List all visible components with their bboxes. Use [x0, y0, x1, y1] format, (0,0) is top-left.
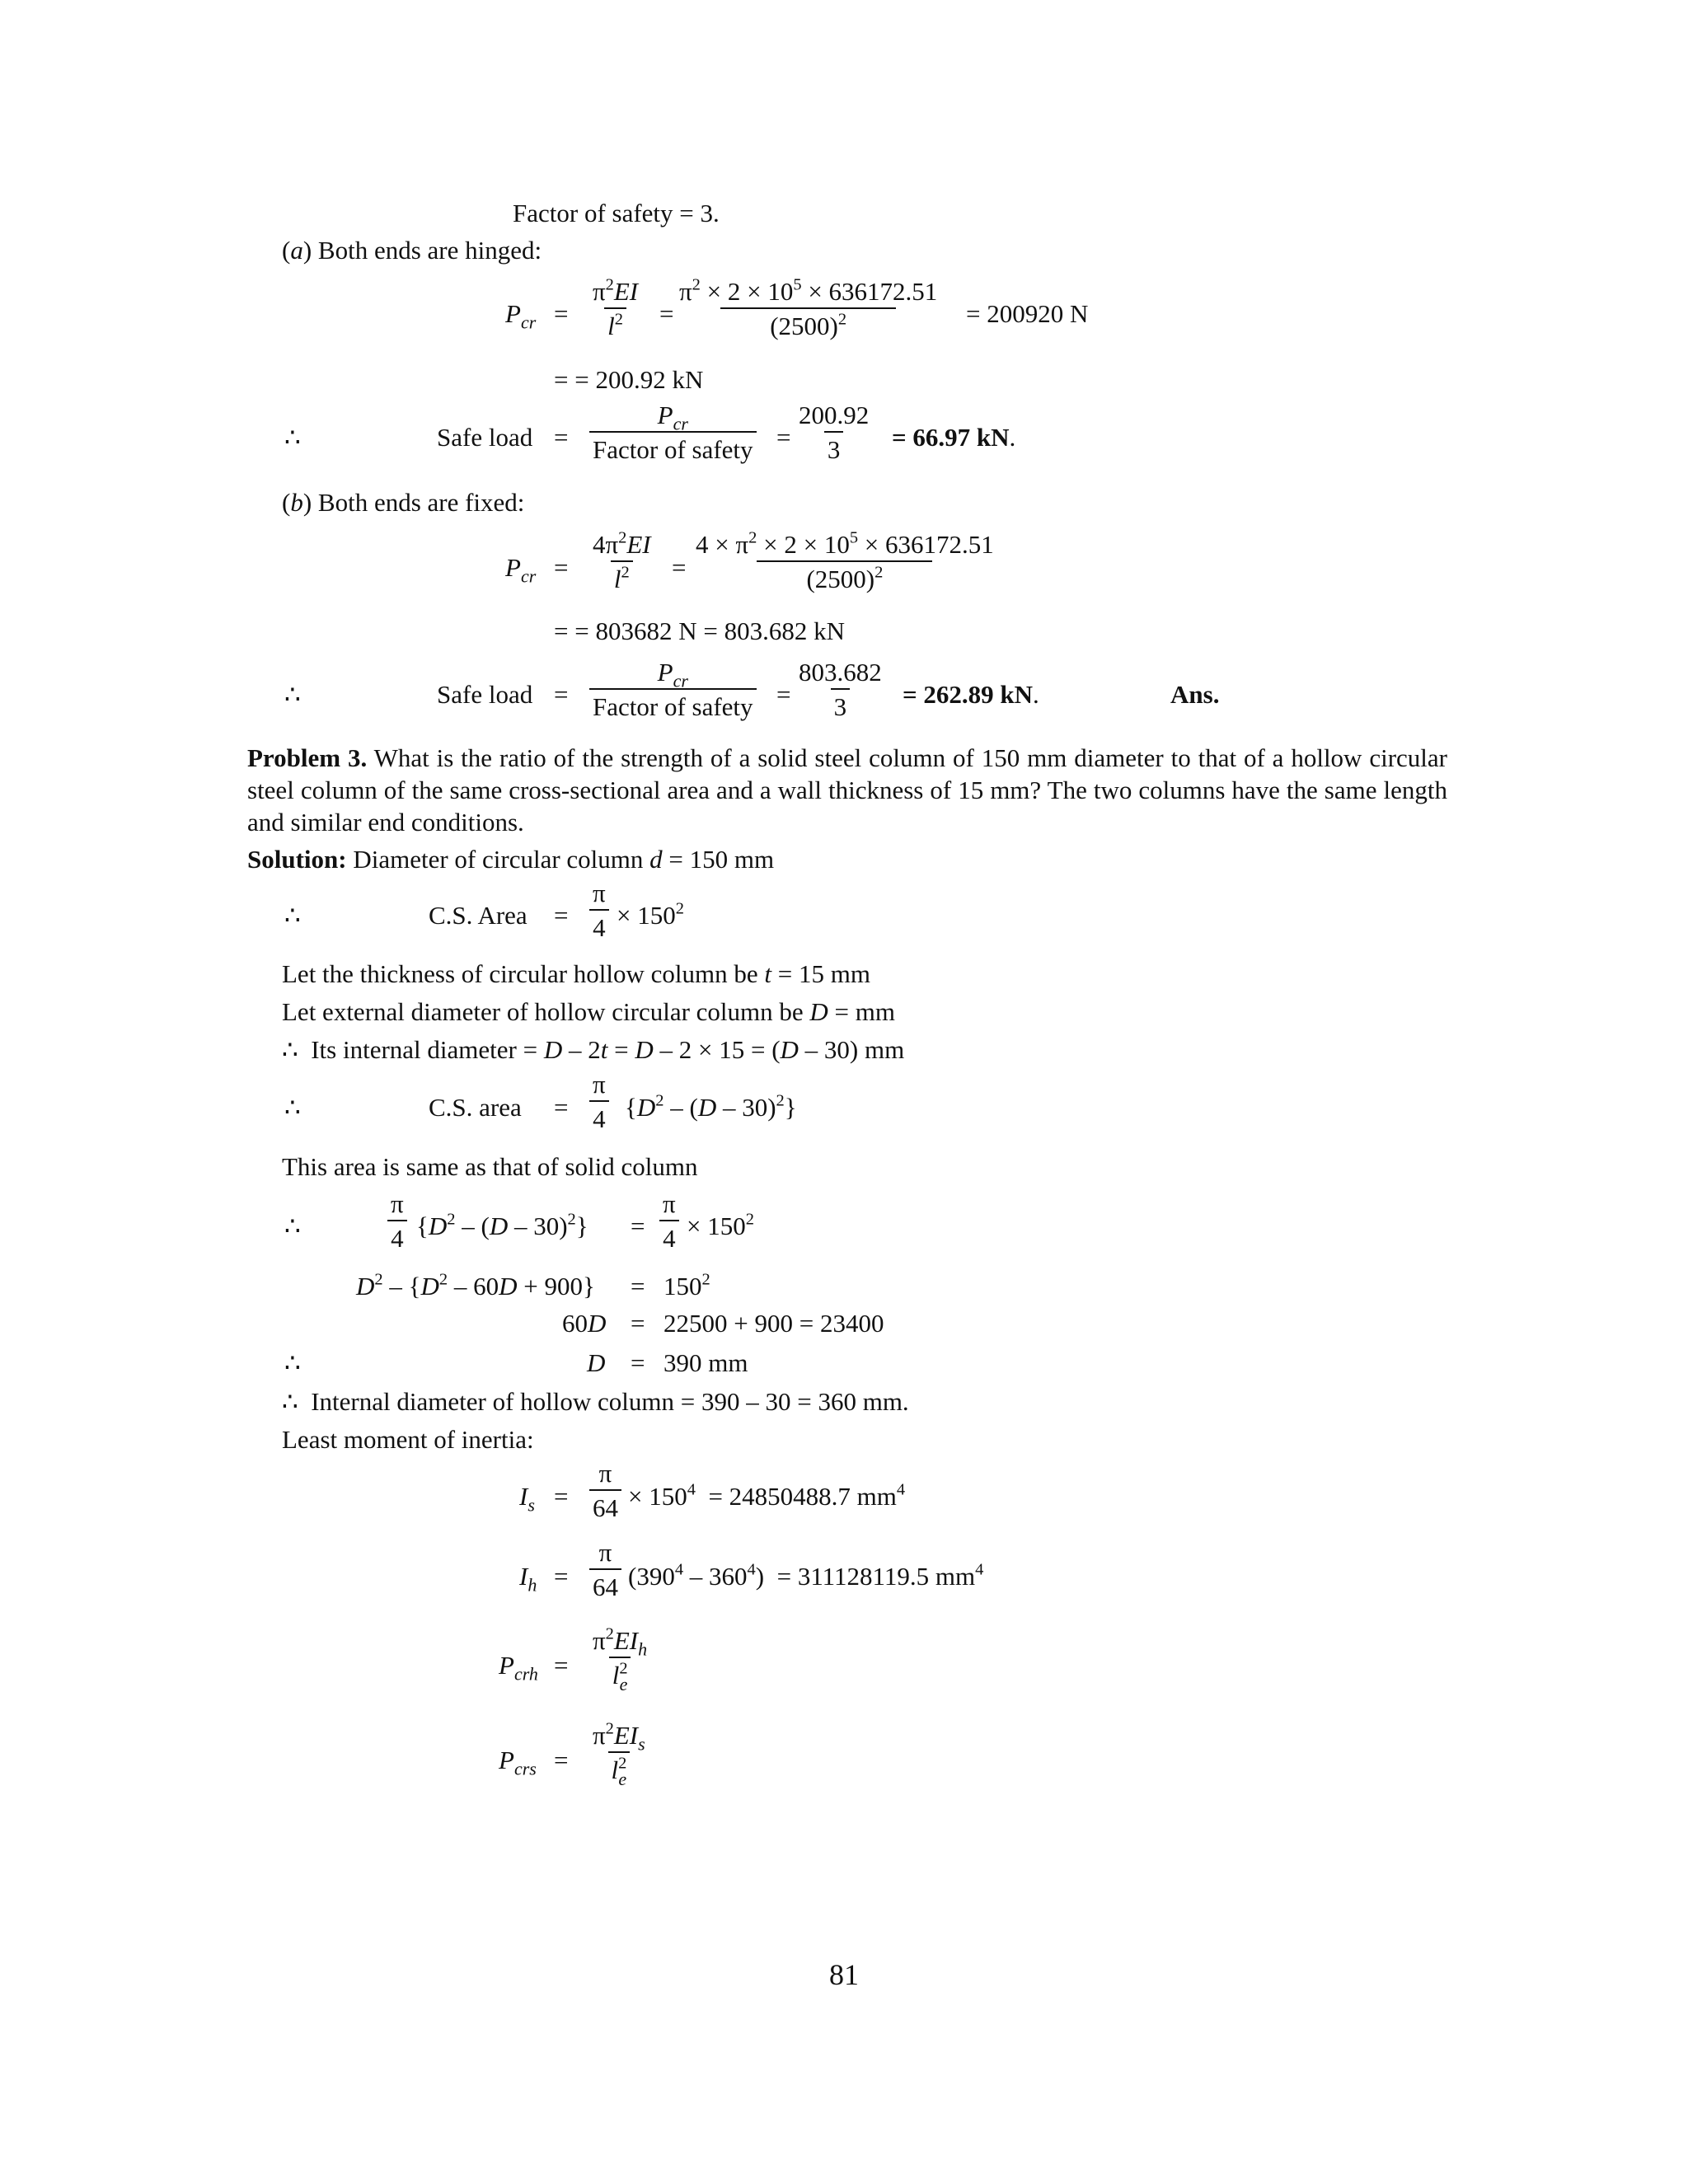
- therefore-symbol: ∴: [284, 423, 301, 452]
- equals: =: [554, 1093, 569, 1122]
- lhs-60D: 60D: [562, 1309, 607, 1338]
- expanded-expression: $D^2 - \{D^2 - 60D + 900\}$: [356, 1270, 595, 1301]
- equals: =: [554, 1746, 569, 1774]
- case-b-heading: (b) Both ends are fixed:: [282, 488, 525, 517]
- case-a-heading: (a) Both ends are hinged:: [282, 236, 542, 265]
- solution-line: Solution: Diameter of circular column d = 150 mm: [247, 845, 775, 874]
- fraction-pi2EI-l2: $\frac{\pi^2EI}{l^2}$: [593, 275, 639, 340]
- Is-symbol: $I_s$: [519, 1482, 535, 1516]
- equals: =: [672, 553, 687, 582]
- pcr-b-value: = = 803682 N = 803.682 kN: [554, 616, 845, 645]
- equals: =: [554, 423, 569, 452]
- therefore-symbol: ∴: [284, 901, 301, 930]
- rhs-150-squared: $150^2$: [663, 1270, 710, 1301]
- pcr-symbol: $P_{cr}$: [505, 553, 537, 587]
- rhs-sum: 22500 + 900 = 23400: [663, 1309, 884, 1338]
- pcrs-symbol: $P_{crs}$: [499, 1746, 537, 1779]
- fraction-safe-load-a: $\frac{200.92}{3}$: [799, 401, 870, 464]
- factor-of-safety-line: Factor of safety = 3.: [513, 199, 720, 227]
- Ih-expression: $(390^4 - 360^4) = 311128119.5$ $mm^4$: [628, 1560, 984, 1591]
- pcr-a-value: = 200920 N: [966, 299, 1089, 328]
- equals: =: [659, 299, 674, 328]
- fraction-pi-over-64: $\frac{\pi}{64}$: [589, 1460, 621, 1521]
- fraction-pcr-b-numeric: $\frac{4 \times \pi^2 \times 2 \times 10^5 \times 636172.51}{(2500)^2}$: [696, 528, 994, 593]
- lhs-D: D: [587, 1348, 606, 1377]
- pcr-a-kn: = = 200.92 kN: [554, 365, 704, 394]
- fraction-pi-over-4: $\frac{\pi}{4}$: [659, 1191, 679, 1251]
- safe-load-label: Safe load: [437, 680, 533, 709]
- hollow-area-expression: $\{D^2 - (D - 30)^2\}$: [625, 1091, 797, 1122]
- fraction-pi-over-4: $\frac{\pi}{4}$: [387, 1191, 407, 1251]
- same-area-line: This area is same as that of solid column: [282, 1152, 698, 1181]
- fraction-pcr-over-fos: $P_{cr}$ Factor of safety: [589, 402, 757, 462]
- fraction-pcr-over-fos: $P_{cr}$ Factor of safety: [589, 659, 757, 719]
- pcrh-symbol: $P_{crh}$: [499, 1651, 538, 1685]
- equals: =: [554, 1651, 569, 1680]
- times-150-squared: × $150^2$: [617, 899, 684, 930]
- therefore-symbol: ∴: [284, 680, 301, 709]
- fraction-pi2EIs-le2: $\pi^2EI_s$ $l^2_e$: [593, 1719, 645, 1789]
- thickness-line: Let the thickness of circular hollow column be t = 15 mm: [282, 959, 870, 988]
- fraction-pi2EIh-le2: $\pi^2EI_h$ $l^2_e$: [593, 1624, 648, 1694]
- hollow-area-expression: $\{D^2 - (D - 30)^2\}$: [416, 1210, 588, 1240]
- equals: =: [554, 680, 569, 709]
- fraction-pcr-a-numeric: $\frac{\pi^2 \times 2 \times 10^5 \times 636172.51}{(2500)^2}$: [679, 275, 938, 340]
- equals: =: [631, 1272, 645, 1301]
- equals: =: [554, 299, 569, 328]
- equals: =: [554, 553, 569, 582]
- internal-diameter-line: ∴ Its internal diameter = D – 2t = D – 2 × 15 = (D – 30) mm: [282, 1035, 905, 1064]
- times-150-fourth: × $150^4 = 24850488.7$ $mm^4$: [628, 1480, 906, 1511]
- problem-statement: Problem 3. What is the ratio of the strength of a solid steel column of 150 mm diameter to that of a hollow circular steel column of the same cross-sectional area and a wall thickness of 15 mm? The two columns have the same length and similar end conditions.: [247, 743, 1447, 837]
- ans-label: Ans.: [1170, 680, 1220, 709]
- pcr-symbol: $P_{cr}$: [505, 299, 537, 333]
- least-moi-line: Least moment of inertia:: [282, 1425, 534, 1454]
- safe-load-b-result: = 262.89 kN.: [903, 680, 1039, 709]
- cs-area-label: C.S. Area: [429, 901, 528, 930]
- equals: =: [631, 1309, 645, 1338]
- therefore-symbol: ∴: [284, 1348, 301, 1377]
- fraction-pi-over-4: $\frac{\pi}{4}$: [589, 1071, 609, 1132]
- safe-load-a-result: = 66.97 kN.: [892, 423, 1016, 452]
- safe-load-label: Safe load: [437, 423, 533, 452]
- external-diameter-line: Let external diameter of hollow circular column be D = mm: [282, 997, 896, 1026]
- therefore-symbol: ∴: [284, 1093, 301, 1122]
- fraction-4pi2EI-l2: $\frac{4\pi^2EI}{l^2}$: [593, 528, 651, 593]
- fraction-pi-over-4: $\frac{\pi}{4}$: [589, 880, 609, 940]
- equals: =: [776, 423, 791, 452]
- equals: =: [631, 1348, 645, 1377]
- equals: =: [554, 901, 569, 930]
- equals: =: [776, 680, 791, 709]
- cs-area-label: C.S. area: [429, 1093, 522, 1122]
- Ih-symbol: $I_h$: [519, 1562, 537, 1596]
- equals: =: [554, 1482, 569, 1511]
- fraction-pi-over-64: $\frac{\pi}{64}$: [589, 1540, 621, 1600]
- fraction-safe-load-b: $\frac{803.682}{3}$: [799, 658, 882, 721]
- therefore-symbol: ∴: [284, 1212, 301, 1240]
- rhs-D: 390 mm: [663, 1348, 748, 1377]
- equals: =: [631, 1212, 645, 1240]
- times-150-squared: × $150^2$: [687, 1210, 754, 1240]
- equals: =: [554, 1562, 569, 1591]
- page-number: 81: [829, 1958, 859, 1991]
- internal-diameter-result: ∴ Internal diameter of hollow column = 390 – 30 = 360 mm.: [282, 1387, 909, 1416]
